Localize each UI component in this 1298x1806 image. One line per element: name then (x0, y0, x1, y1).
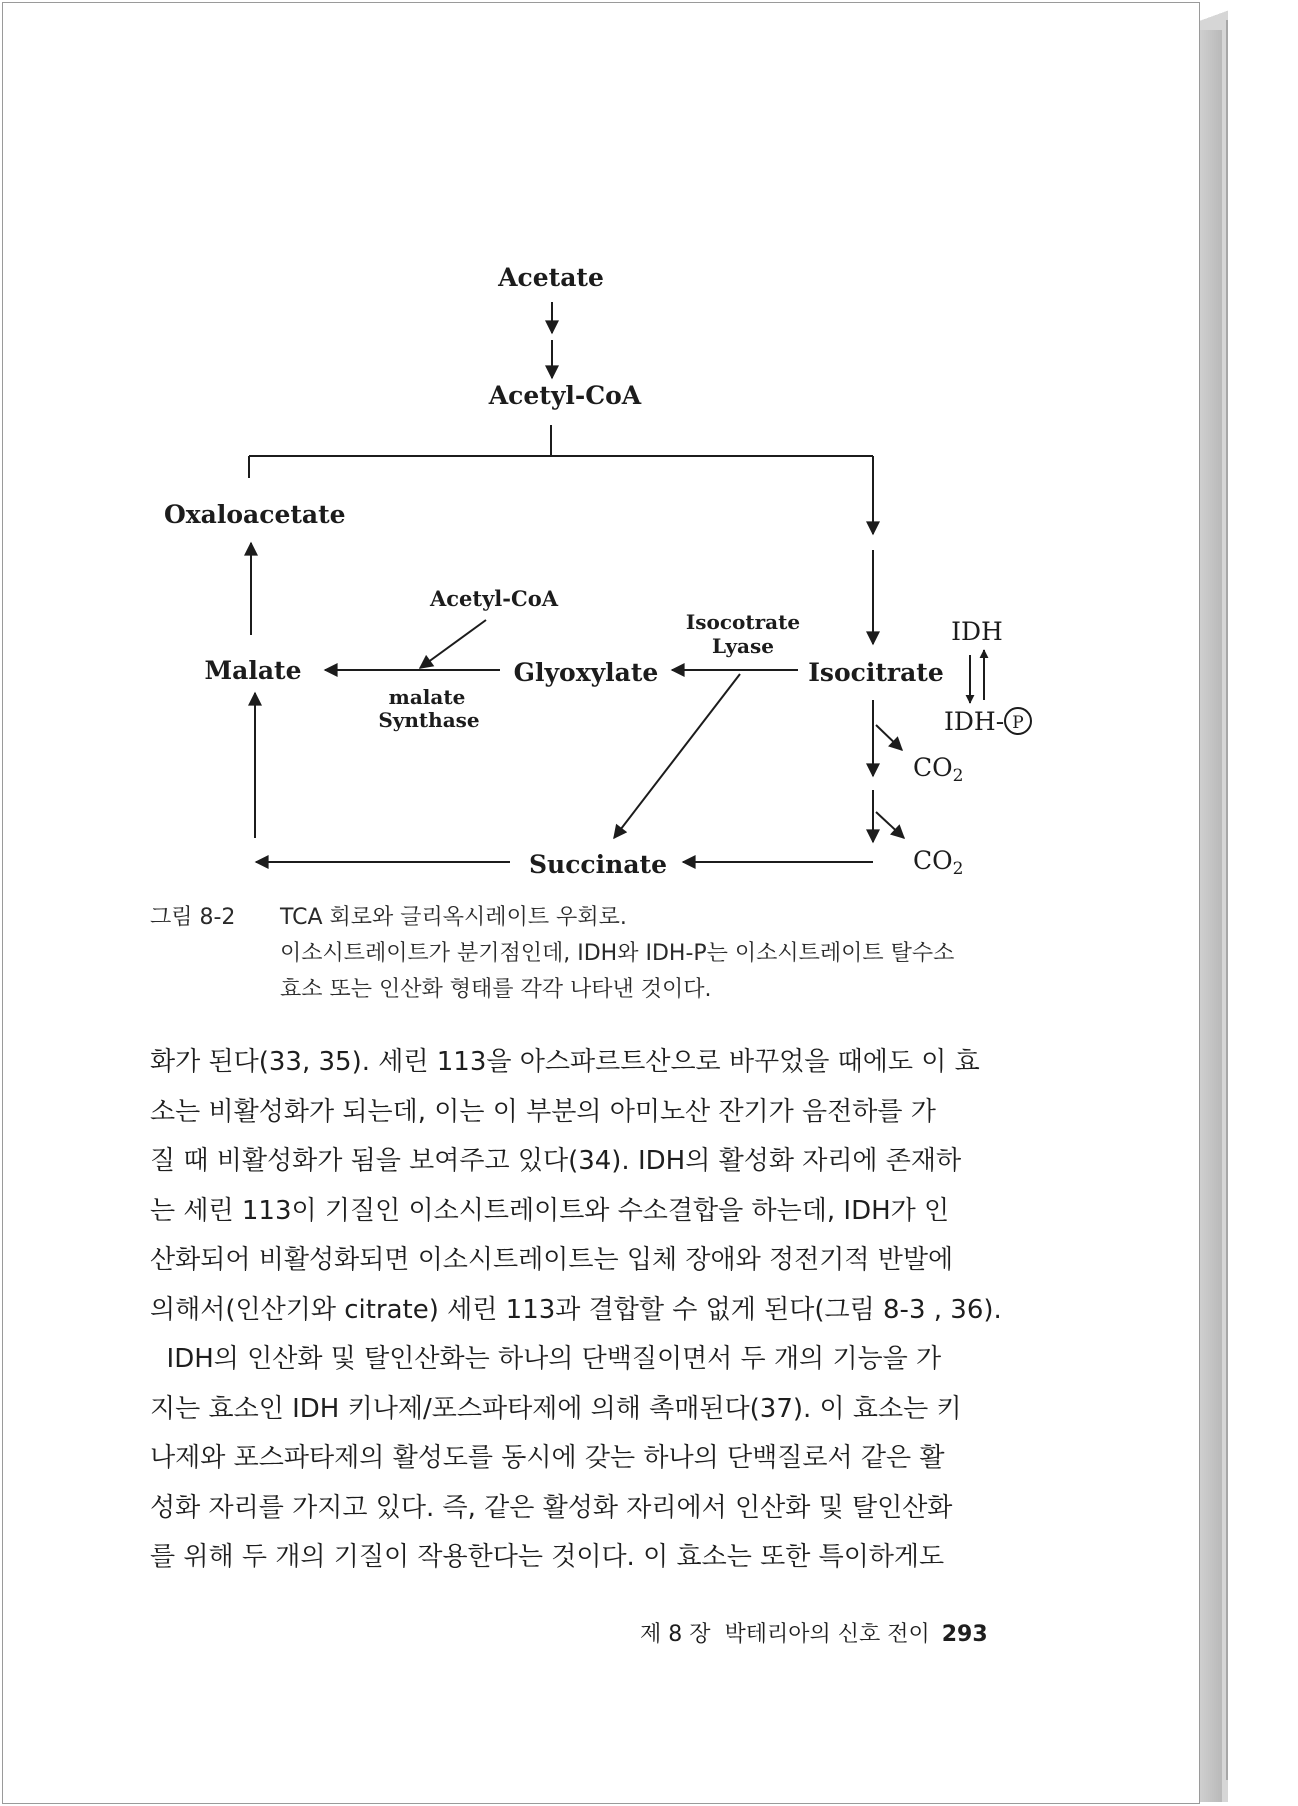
label-succinate: Succinate (528, 850, 668, 879)
label-acetate: Acetate (498, 263, 604, 292)
label-isocitrate-lyase-1: Isocotrate (685, 610, 801, 634)
label-malate-synthase-1: malate (388, 685, 466, 709)
label-co2-a: $CO_2$ (913, 753, 964, 786)
body-line: 를 위해 두 개의 기질이 작용한다는 것이다. 이 효소는 또한 특이하게도 (150, 1542, 945, 1572)
body-line: 화가 된다(33, 35). 세린 113을 아스파르트산으로 바꾸었을 때에도 이 효 (150, 1047, 980, 1077)
label-idh-p: IDH- (944, 707, 1005, 736)
label-isocitrate-lyase-2: Lyase (712, 634, 774, 658)
arrow-co2-b (876, 812, 904, 838)
page-footer (640, 1617, 988, 1648)
body-line: 질 때 비활성화가 됨을 보여주고 있다(34). IDH의 활성화 자리에 존재하 (150, 1146, 962, 1176)
body-line: 소는 비활성화가 되는데, 이는 이 부분의 아미노산 잔기가 음전하를 가 (150, 1096, 936, 1127)
body-line: IDH의 인산화 및 탈인산화는 하나의 단백질이면서 두 개의 기능을 가 (150, 1344, 942, 1374)
body-paragraph (150, 1038, 1050, 1583)
arrow-co2-a (876, 725, 902, 750)
caption-number: 그림 8-2 (150, 905, 236, 930)
label-p-in-circle: P (1012, 713, 1024, 733)
caption-title: TCA 회로와 글리옥시레이트 우회로. (280, 905, 627, 930)
body-line: 는 세린 113이 기질인 이소시트레이트와 수소결합을 하는데, IDH가 인 (150, 1195, 950, 1226)
body-line: 의해서(인산기와 citrate) 세린 113과 결합할 수 없게 된다(그림 8-3 , 36). (150, 1294, 1002, 1325)
body-line: 산화되어 비활성화되면 이소시트레이트는 입체 장애와 정전기적 반발에 (150, 1245, 954, 1275)
label-malate: Malate (204, 656, 302, 685)
label-glyoxylate: Glyoxylate (513, 658, 659, 687)
label-idh: IDH (951, 617, 1003, 646)
arrow-lyase-succinate (614, 674, 740, 838)
tca-glyoxylate-diagram (0, 0, 1298, 900)
label-isocitrate: Isocitrate (808, 658, 944, 687)
caption-line-3: 효소 또는 인산화 형태를 각각 나타낸 것이다. (280, 977, 712, 1002)
footer-chapter: 제 8 장 박테리아의 신호 전이 (640, 1622, 930, 1647)
label-co2-b: $CO_2$ (913, 846, 964, 879)
arrow-acetylcoa-malatesynthase (420, 620, 486, 668)
body-line: 성화 자리를 가지고 있다. 즉, 같은 활성화 자리에서 인산화 및 탈인산화 (150, 1492, 953, 1523)
figure-caption (150, 900, 954, 1008)
body-line: 지는 효소인 IDH 키나제/포스파타제에 의해 촉매된다(37). 이 효소는 키 (150, 1393, 962, 1424)
label-acetyl-coa-top: Acetyl-CoA (488, 381, 642, 410)
label-oxaloacetate: Oxaloacetate (164, 500, 346, 529)
label-acetyl-coa-mid: Acetyl-CoA (429, 586, 559, 611)
caption-line-2: 이소시트레이트가 분기점인데, IDH와 IDH-P는 이소시트레이트 탈수소 (280, 941, 955, 966)
body-line: 나제와 포스파타제의 활성도를 동시에 갖는 하나의 단백질로서 같은 활 (150, 1443, 945, 1473)
label-malate-synthase-2: Synthase (378, 708, 480, 732)
page-number: 293 (941, 1622, 988, 1647)
